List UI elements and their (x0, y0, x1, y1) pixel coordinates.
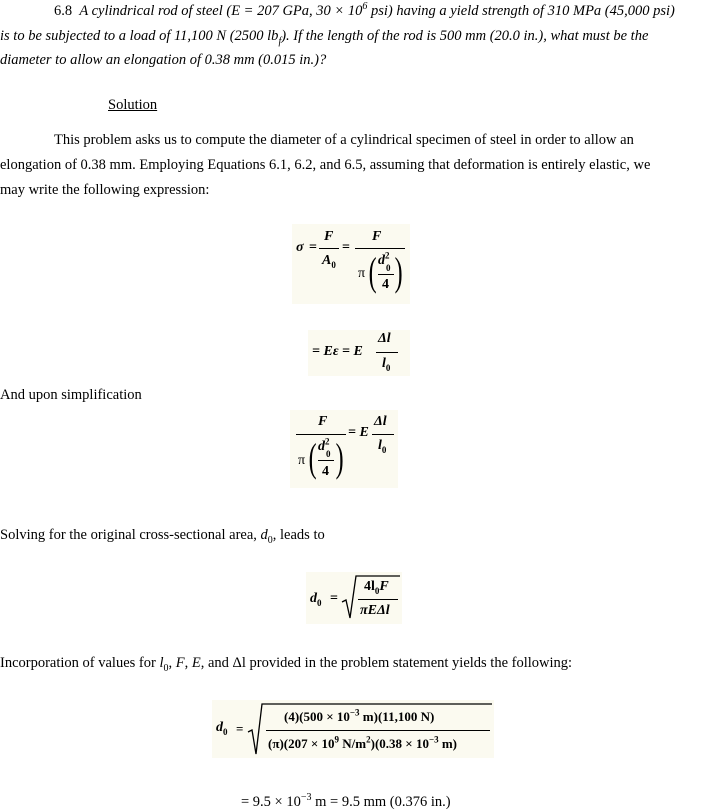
equation-stress (292, 224, 410, 304)
eq3-F: F (318, 414, 328, 429)
eq1-bar-3 (378, 274, 394, 275)
eq3-rparen: ) (335, 435, 344, 480)
eq4-numerator: $4l_0F$ (364, 579, 389, 596)
intro-line-1: This problem asks us to compute the diameter of a cylindrical specimen of steel in order to allow an (54, 132, 634, 148)
result-exp: −3 (300, 792, 312, 804)
eq1-pi: π (358, 266, 366, 281)
eq3-d-sub: 0 (326, 449, 331, 459)
eq4-bar (358, 599, 398, 600)
solution-heading: Solution (108, 97, 158, 113)
eq2-denominator: $l_0$ (382, 356, 391, 373)
equation-substitution (212, 700, 494, 758)
eq3-mid: = E (348, 425, 369, 440)
eq5-bar (266, 730, 490, 731)
solving-sub: 0 (267, 534, 273, 546)
eq1-A0: $A_0$ (322, 253, 336, 270)
incorp-c: , (184, 655, 192, 671)
eq5-equals: = (236, 721, 244, 736)
eq1-F2: F (372, 229, 382, 244)
eq1-d-sub: 0 (386, 263, 391, 273)
result-a: = 9.5 × 10 (241, 794, 301, 810)
eq2-bar (376, 352, 398, 353)
problem-sub: f (278, 35, 282, 47)
eq1-equals-a: = (309, 240, 317, 255)
eq4-denominator: πEΔl (360, 603, 390, 618)
incorp-delta: Δl (232, 655, 246, 671)
solving-var: d (260, 527, 268, 543)
eq1-sigma: σ (296, 240, 304, 255)
eq3-lparen: ( (308, 435, 317, 480)
eq2-left: = Eε = E (312, 344, 363, 359)
solving-text-b: , leads to (272, 527, 325, 543)
incorp-E: E (191, 655, 201, 671)
eq1-four: 4 (382, 277, 389, 292)
incorp-F: F (175, 655, 185, 671)
eq4-equals: = (330, 591, 338, 606)
eq5-numerator: $(4)(500 \times 10^{-3}$ m)(11,100 N) (284, 707, 435, 724)
incorp-d: , and (200, 655, 233, 671)
eq5-d0: $d_0$ (216, 720, 228, 737)
equation-simplified (290, 410, 398, 488)
incorp-b: , (168, 655, 176, 671)
intro-line-2: elongation of 0.38 mm. Employing Equations 6.1, 6.2, and 6.5, assuming that deformation is entirely elastic, we (0, 157, 651, 173)
problem-line-1 (54, 2, 675, 20)
problem-text-2b: ). If the length of the rod is 500 mm (20.0 in.), what must be the (281, 28, 649, 44)
incorp-l: l (159, 655, 164, 671)
eq1-equals-b: = (342, 240, 350, 255)
result-line (241, 793, 451, 811)
equation-hooke (308, 330, 410, 376)
eq3-numerator: Δl (374, 414, 387, 429)
eq5-denominator: $(\pi)(207 \times 10^9$ $N/m^2)(0.38 \times 10^{-3}$ m) (268, 734, 458, 751)
incorporation-text (0, 654, 572, 672)
eq3-pi: π (298, 453, 306, 468)
simplification-text: And upon simplification (0, 387, 142, 403)
eq3-bar-2 (318, 460, 334, 461)
eq3-bar-3 (372, 434, 394, 435)
eq1-rparen: ) (394, 249, 403, 294)
eq4-d0: $d_0$ (310, 591, 322, 608)
eq1-d: $d^2$ (378, 250, 390, 268)
eq1-bar-1 (319, 248, 339, 249)
problem-line-2 (0, 27, 648, 45)
problem-number: 6.8 (54, 3, 73, 19)
eq2-numerator: Δl (378, 331, 391, 346)
incorp-e: provided in the problem statement yields the following: (245, 655, 573, 671)
problem-text-1a: A cylindrical rod of steel (E = 207 GPa, 30 × 10 (79, 3, 363, 19)
problem-text-1b: psi) having a yield strength of 310 MPa (45,000 psi) (367, 3, 675, 19)
solving-text (0, 526, 325, 544)
solving-text-a: Solving for the original cross-sectional area, (0, 527, 261, 543)
eq1-lparen: ( (368, 249, 377, 294)
incorp-a: Incorporation of values for (0, 655, 160, 671)
problem-sup: 6 (362, 1, 368, 13)
incorp-l-sub: 0 (163, 662, 169, 674)
eq3-d: $d^2$ (318, 436, 330, 454)
problem-line-3: diameter to allow an elongation of 0.38 mm (0.015 in.)? (0, 52, 327, 68)
eq1-F1: F (324, 229, 334, 244)
problem-text-2a: is to be subjected to a load of 11,100 N (2500 lb (0, 28, 279, 44)
equation-diameter (306, 572, 402, 624)
intro-line-3: may write the following expression: (0, 182, 210, 198)
eq3-four: 4 (322, 464, 329, 479)
eq3-denominator: $l_0$ (378, 438, 387, 455)
result-b: m = 9.5 mm (0.376 in.) (311, 794, 451, 810)
